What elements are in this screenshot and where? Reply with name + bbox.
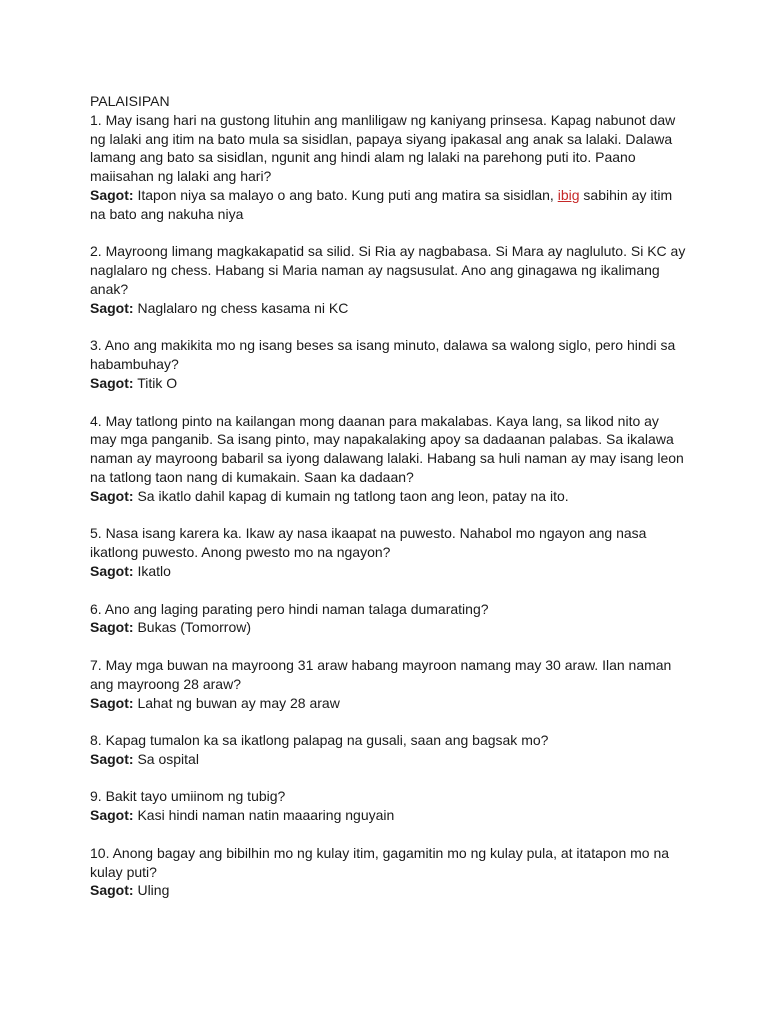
answer-label: Sagot: (90, 299, 134, 316)
riddle-question: 1. May isang hari na gustong lituhin ang manliligaw ng kaniyang prinsesa. Kapag nabunot daw ng lalaki ang itim na bato mula sa sisidlan, papaya siyang ipakasal ang anak sa lalaki. Dalawa lamang ang bato sa sisidlan, ngunit ang hindi alam ng lalaki na parehong puti ito. Paano maiisahan ng lalaki ang hari? (90, 111, 676, 185)
answer-label: Sagot: (90, 487, 134, 504)
riddle-item-9 (90, 787, 688, 825)
riddle-question: 6. Ano ang laging parating pero hindi naman talaga dumarating? (90, 600, 489, 617)
answer-text: Naglalaro ng chess kasama ni KC (137, 299, 349, 316)
answer-text: Lahat ng buwan ay may 28 araw (137, 694, 340, 711)
answer-text: Sa ikatlo dahil kapag di kumain ng tatlong taon ang leon, patay na ito. (137, 487, 569, 504)
answer-label: Sagot: (90, 807, 134, 824)
riddle-answer (90, 186, 688, 224)
riddle-answer (90, 806, 688, 825)
riddle-answer (90, 562, 688, 581)
riddle-question: 3. Ano ang makikita mo ng isang beses sa isang minuto, dalawa sa walong siglo, pero hindi sa habambuhay? (90, 337, 676, 373)
answer-text: Uling (137, 882, 170, 899)
answer-label: Sagot: (90, 374, 134, 391)
riddle-item-8 (90, 731, 688, 769)
answer-label: Sagot: (90, 882, 134, 899)
riddle-answer (90, 694, 688, 713)
riddle-answer (90, 299, 688, 318)
riddle-question: 5. Nasa isang karera ka. Ikaw ay nasa ikaapat na puwesto. Nahabol mo ngayon ang nasa ikatlong puwesto. Anong pwesto mo na ngayon? (90, 525, 647, 561)
riddle-question: 10. Anong bagay ang bibilhin mo ng kulay itim, gagamitin mo ng kulay pula, at itatapon mo na kulay puti? (90, 844, 670, 880)
riddle-answer (90, 487, 688, 506)
riddle-answer (90, 881, 688, 900)
document-title: PALAISIPAN (90, 93, 170, 109)
riddle-question: 7. May mga buwan na mayroong 31 araw habang mayroon namang may 30 araw. Ilan naman ang mayroong 28 araw? (90, 656, 672, 692)
riddle-answer (90, 374, 688, 393)
answer-label: Sagot: (90, 750, 134, 767)
riddle-item-1 (90, 111, 688, 224)
riddle-item-10 (90, 844, 688, 900)
riddle-item-5 (90, 524, 688, 580)
riddle-question: 2. Mayroong limang magkakapatid sa silid. Si Ria ay nagbabasa. Si Mara ay nagluluto. Si KC ay naglalaro ng chess. Habang si Maria naman ay nagsusulat. Ano ang ginagawa ng ikalimang anak? (90, 243, 686, 297)
answer-label: Sagot: (90, 619, 134, 636)
answer-text-start: Itapon niya sa malayo o ang bato. Kung puti ang matira sa sisidlan, (137, 186, 554, 203)
riddle-question: 4. May tatlong pinto na kailangan mong daanan para makalabas. Kaya lang, sa likod nito ay may mga panganib. Sa isang pinto, may napakalaking apoy sa dadaanan palabas. Sa ikalawa naman ay mayroong babaril sa iyong dalawang lalaki. Habang sa huli naman ay may isang leon na tatlong taon nang di kumakain. Saan ka dadaan? (90, 412, 684, 485)
answer-text-end: sabihin ay itim na bato ang nakuha niya (90, 186, 673, 222)
riddle-item-7 (90, 656, 688, 712)
riddle-item-6 (90, 600, 688, 638)
spellcheck-flagged-word[interactable]: ibig (557, 186, 580, 203)
riddle-answer (90, 618, 688, 637)
answer-text: Titik O (137, 374, 178, 391)
answer-label: Sagot: (90, 694, 134, 711)
answer-text: Kasi hindi naman natin maaaring nguyain (137, 807, 395, 824)
answer-text: Bukas (Tomorrow) (137, 619, 252, 636)
answer-text: Ikatlo (137, 562, 171, 579)
riddle-item-4 (90, 412, 688, 506)
riddle-question: 9. Bakit tayo umiinom ng tubig? (90, 788, 286, 805)
riddle-answer (90, 750, 688, 769)
answer-label: Sagot: (90, 186, 134, 203)
riddle-question: 8. Kapag tumalon ka sa ikatlong palapag na gusali, saan ang bagsak mo? (90, 732, 549, 749)
answer-label: Sagot: (90, 562, 134, 579)
riddle-item-2 (90, 242, 688, 317)
riddle-item-3 (90, 336, 688, 392)
answer-text: Sa ospital (137, 750, 199, 767)
